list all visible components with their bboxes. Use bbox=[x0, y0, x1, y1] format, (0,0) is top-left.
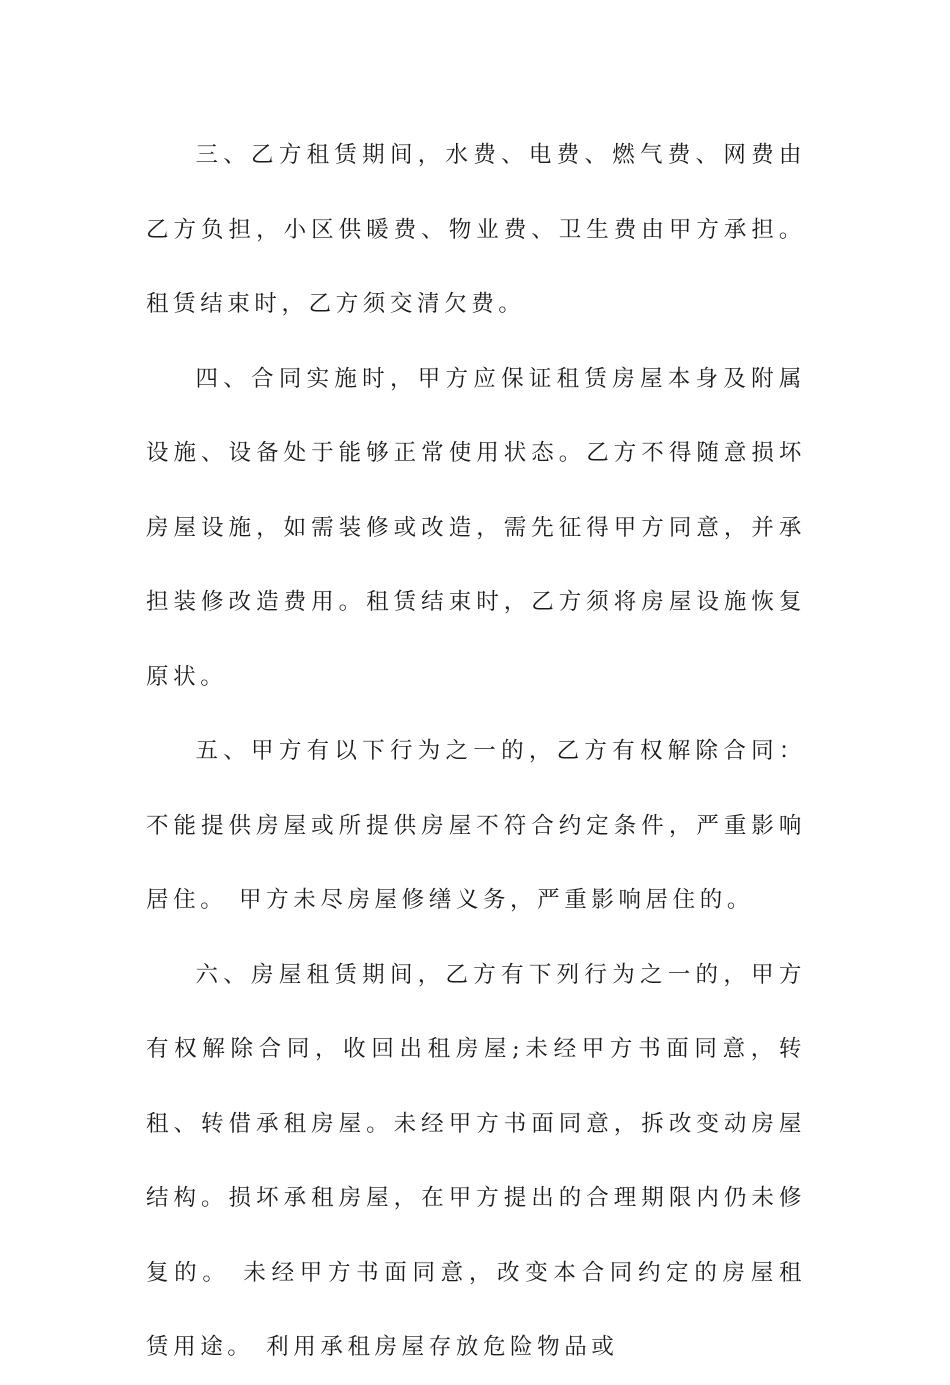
clause-5-paragraph: 五、甲方有以下行为之一的，乙方有权解除合同：不能提供房屋或所提供房屋不符合约定条件，严重影响居住。 甲方未尽房屋修缮义务，严重影响居住的。 bbox=[146, 738, 806, 913]
clause-6-paragraph: 六、房屋租赁期间，乙方有下列行为之一的，甲方有权解除合同，收回出租房屋;未经甲方书面同意，转租、转借承租房屋。未经甲方书面同意，拆改变动房屋结构。损坏承租房屋，在甲方提出的合理期限内仍未修复的。 未经甲方书面同意，改变本合同约定的房屋租赁用途。 利用承租房屋存放危险物品或 bbox=[146, 961, 806, 1360]
clause-4-paragraph: 四、合同实施时，甲方应保证租赁房屋本身及附属设施、设备处于能够正常使用状态。乙方不得随意损坏房屋设施，如需装修或改造，需先征得甲方同意，并承担装修改造费用。租赁结束时，乙方须将房屋设施恢复原状。 bbox=[146, 365, 806, 690]
document-body bbox=[146, 118, 806, 1385]
clause-3-paragraph: 三、乙方租赁期间，水费、电费、燃气费、网费由乙方负担，小区供暖费、物业费、卫生费由甲方承担。租赁结束时，乙方须交清欠费。 bbox=[146, 142, 806, 317]
